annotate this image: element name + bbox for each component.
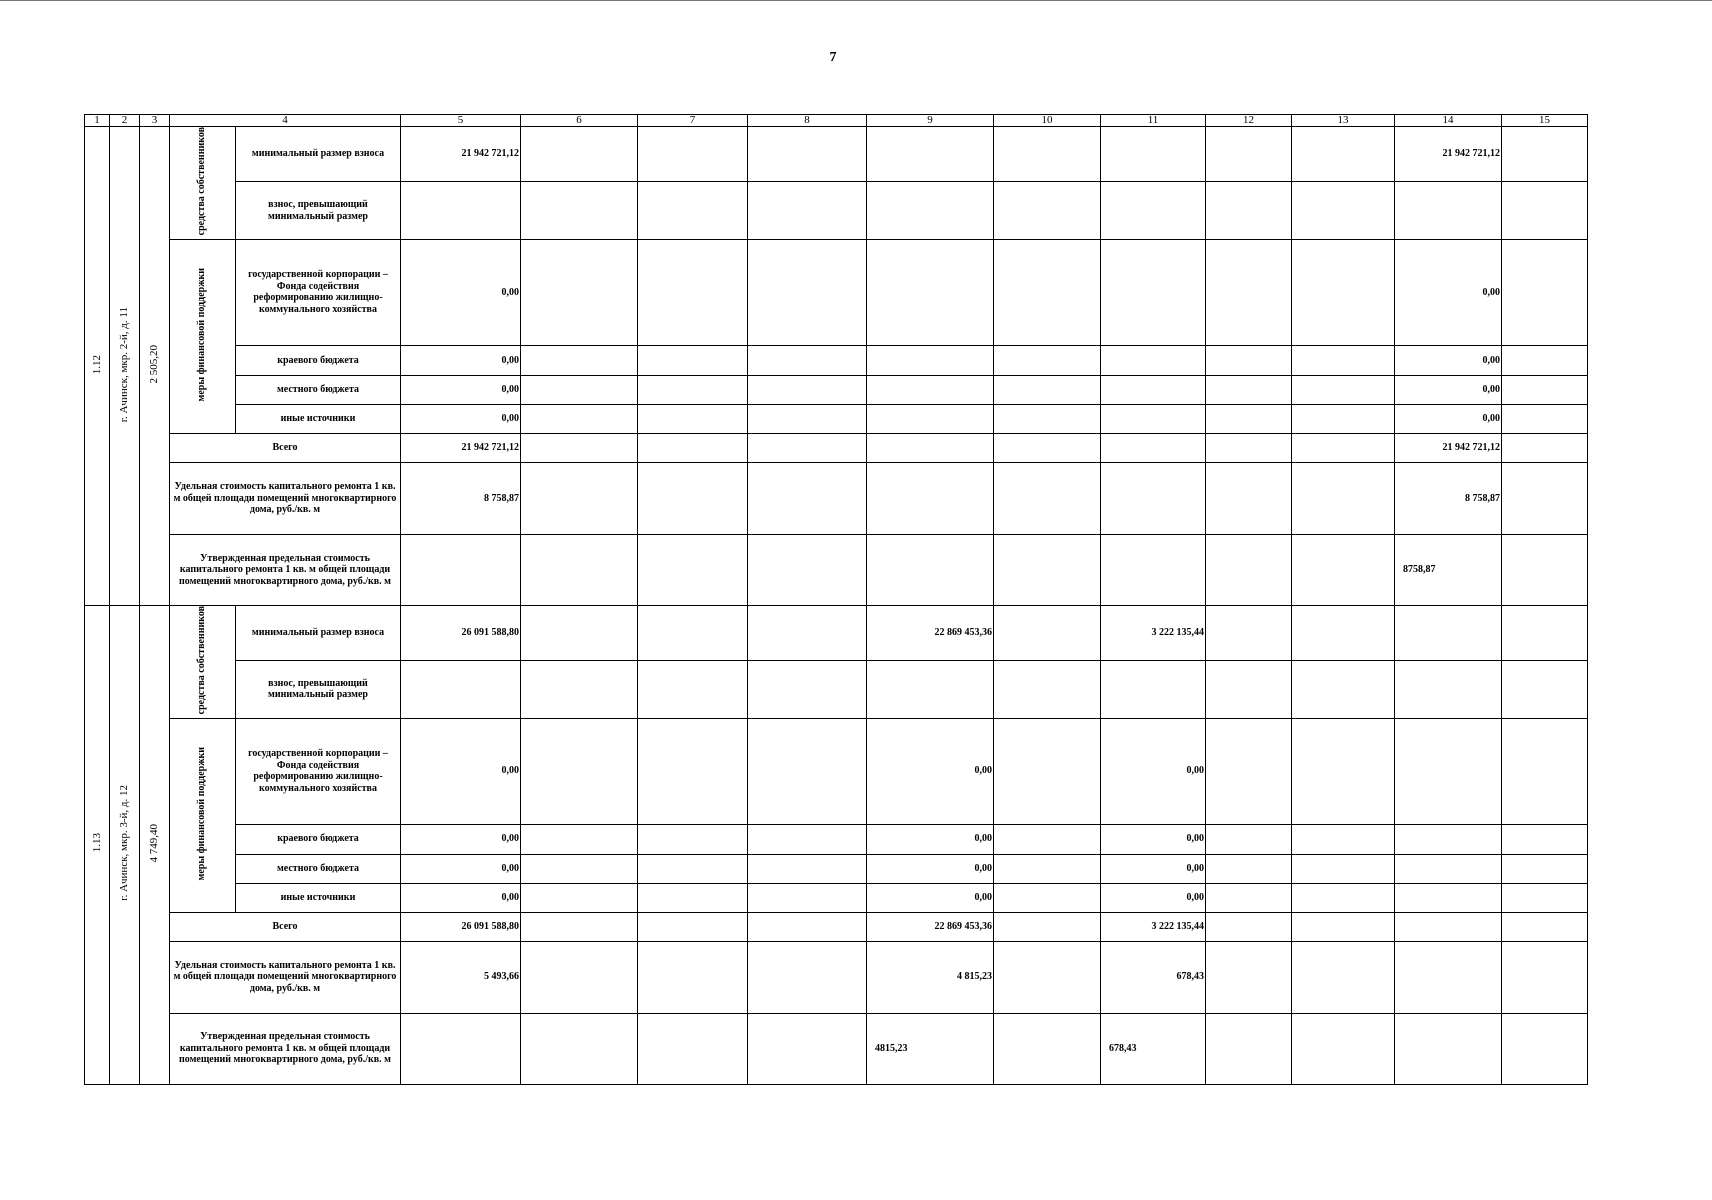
empty-cell <box>521 345 638 375</box>
empty-cell <box>1101 182 1206 240</box>
row-number <box>85 605 110 1084</box>
empty-cell <box>521 433 638 462</box>
empty-cell <box>748 854 867 883</box>
column-header: 14 <box>1395 115 1502 127</box>
row-label: иные источники <box>236 404 401 433</box>
empty-cell <box>1206 718 1292 824</box>
empty-cell <box>638 1013 748 1084</box>
empty-cell <box>1101 661 1206 719</box>
empty-cell <box>1206 127 1292 182</box>
value-cell: 0,00 <box>401 718 521 824</box>
value-cell: 0,00 <box>401 883 521 912</box>
row-label: местного бюджета <box>236 854 401 883</box>
table-row <box>85 661 1588 719</box>
empty-cell <box>1502 605 1588 660</box>
empty-cell <box>1395 661 1502 719</box>
empty-cell <box>1206 824 1292 854</box>
empty-cell <box>521 941 638 1013</box>
empty-cell <box>521 883 638 912</box>
column-header: 5 <box>401 115 521 127</box>
empty-cell <box>521 824 638 854</box>
value-cell: 22 869 453,36 <box>867 912 994 941</box>
row-label: иные источники <box>236 883 401 912</box>
empty-cell <box>1502 182 1588 240</box>
row-label: взнос, превышающий минимальный размер <box>236 182 401 240</box>
empty-cell <box>638 433 748 462</box>
empty-cell <box>1206 1013 1292 1084</box>
empty-cell <box>994 182 1101 240</box>
row-number <box>85 127 110 606</box>
value-cell: 0,00 <box>1101 883 1206 912</box>
empty-cell <box>1206 404 1292 433</box>
empty-cell <box>748 661 867 719</box>
empty-cell <box>521 462 638 534</box>
table-row <box>85 182 1588 240</box>
empty-cell <box>1502 661 1588 719</box>
table-row <box>85 534 1588 605</box>
total-area <box>140 127 170 606</box>
empty-cell <box>521 127 638 182</box>
empty-cell <box>521 404 638 433</box>
empty-cell <box>994 718 1101 824</box>
empty-cell <box>638 718 748 824</box>
empty-cell <box>521 854 638 883</box>
address <box>110 127 140 606</box>
empty-cell <box>521 718 638 824</box>
value-cell: 8 758,87 <box>401 462 521 534</box>
value-cell <box>1395 605 1502 660</box>
value-cell: 21 942 721,12 <box>1395 127 1502 182</box>
value-cell: 4815,23 <box>867 1013 994 1084</box>
table-row <box>85 718 1588 824</box>
empty-cell <box>748 912 867 941</box>
empty-cell <box>401 182 521 240</box>
page-number: 7 <box>829 50 837 65</box>
empty-cell <box>1502 941 1588 1013</box>
empty-cell <box>521 661 638 719</box>
value-cell: 21 942 721,12 <box>401 433 521 462</box>
table-row <box>85 345 1588 375</box>
empty-cell <box>638 345 748 375</box>
empty-cell <box>748 239 867 345</box>
value-cell: 0,00 <box>1101 718 1206 824</box>
empty-cell <box>1206 912 1292 941</box>
empty-cell <box>638 239 748 345</box>
column-header: 2 <box>110 115 140 127</box>
total-label: Всего <box>170 912 401 941</box>
empty-cell <box>401 534 521 605</box>
empty-cell <box>638 375 748 404</box>
value-cell <box>1395 824 1502 854</box>
column-header: 12 <box>1206 115 1292 127</box>
empty-cell <box>1502 404 1588 433</box>
empty-cell <box>994 912 1101 941</box>
column-header: 9 <box>867 115 994 127</box>
value-cell <box>1101 375 1206 404</box>
empty-cell <box>638 462 748 534</box>
empty-cell <box>1292 534 1395 605</box>
value-cell: 0,00 <box>1395 404 1502 433</box>
empty-cell <box>1292 345 1395 375</box>
value-cell <box>1395 912 1502 941</box>
table-row <box>85 605 1588 660</box>
empty-cell <box>638 854 748 883</box>
value-cell: 0,00 <box>401 854 521 883</box>
table-row <box>85 1013 1588 1084</box>
value-cell <box>867 345 994 375</box>
value-cell <box>1101 239 1206 345</box>
row-label: минимальный размер взноса <box>236 127 401 182</box>
column-header: 1 <box>85 115 110 127</box>
empty-cell <box>1502 375 1588 404</box>
column-header: 11 <box>1101 115 1206 127</box>
empty-cell <box>994 661 1101 719</box>
empty-cell <box>1502 345 1588 375</box>
column-number-row <box>85 115 1588 127</box>
value-cell: 0,00 <box>401 239 521 345</box>
empty-cell <box>867 661 994 719</box>
empty-cell <box>1292 912 1395 941</box>
empty-cell <box>748 883 867 912</box>
empty-cell <box>521 375 638 404</box>
value-cell: 26 091 588,80 <box>401 605 521 660</box>
value-cell: 21 942 721,12 <box>1395 433 1502 462</box>
value-cell: 0,00 <box>867 824 994 854</box>
empty-cell <box>994 127 1101 182</box>
empty-cell <box>1502 462 1588 534</box>
empty-cell <box>748 345 867 375</box>
empty-cell <box>994 404 1101 433</box>
empty-cell <box>1206 375 1292 404</box>
column-header: 10 <box>994 115 1101 127</box>
column-header: 4 <box>170 115 401 127</box>
empty-cell <box>748 433 867 462</box>
empty-cell <box>1292 883 1395 912</box>
empty-cell <box>994 605 1101 660</box>
empty-cell <box>521 605 638 660</box>
empty-cell <box>1206 433 1292 462</box>
value-cell <box>867 375 994 404</box>
empty-cell <box>994 462 1101 534</box>
empty-cell <box>1292 1013 1395 1084</box>
empty-cell <box>748 718 867 824</box>
value-cell <box>1395 941 1502 1013</box>
column-header: 6 <box>521 115 638 127</box>
table-row <box>85 854 1588 883</box>
empty-cell <box>1502 127 1588 182</box>
empty-cell <box>638 182 748 240</box>
approved-cost-label: Утвержденная предельная стоимость капитального ремонта 1 кв. м общей площади помещений многоквартирного дома, руб./кв. м <box>170 534 401 605</box>
value-cell <box>867 127 994 182</box>
empty-cell <box>1206 941 1292 1013</box>
total-area <box>140 605 170 1084</box>
empty-cell <box>1206 182 1292 240</box>
value-cell: 0,00 <box>401 345 521 375</box>
row-label: государственной корпорации – Фонда содействия реформированию жилищно-коммунального хозяйства <box>236 239 401 345</box>
empty-cell <box>401 661 521 719</box>
total-label: Всего <box>170 433 401 462</box>
empty-cell <box>638 941 748 1013</box>
value-cell <box>1395 883 1502 912</box>
empty-cell <box>748 941 867 1013</box>
value-cell: 4 815,23 <box>867 941 994 1013</box>
value-cell: 3 222 135,44 <box>1101 912 1206 941</box>
value-cell: 0,00 <box>401 824 521 854</box>
empty-cell <box>638 404 748 433</box>
value-cell <box>1101 127 1206 182</box>
empty-cell <box>748 1013 867 1084</box>
value-cell: 0,00 <box>1395 345 1502 375</box>
empty-cell <box>1206 605 1292 660</box>
empty-cell <box>1395 182 1502 240</box>
empty-cell <box>1206 345 1292 375</box>
value-cell <box>867 433 994 462</box>
row-label: государственной корпорации – Фонда содействия реформированию жилищно-коммунального хозяйства <box>236 718 401 824</box>
empty-cell <box>994 854 1101 883</box>
table-row <box>85 404 1588 433</box>
value-cell: 0,00 <box>1101 824 1206 854</box>
empty-cell <box>1292 661 1395 719</box>
empty-cell <box>748 182 867 240</box>
value-cell: 0,00 <box>867 854 994 883</box>
empty-cell <box>1206 239 1292 345</box>
owners-funds-label-text: средства собственников <box>196 127 208 236</box>
value-cell: 5 493,66 <box>401 941 521 1013</box>
value-cell: 0,00 <box>401 404 521 433</box>
empty-cell <box>1502 824 1588 854</box>
table-row <box>85 462 1588 534</box>
empty-cell <box>1502 239 1588 345</box>
empty-cell <box>994 883 1101 912</box>
column-header: 13 <box>1292 115 1395 127</box>
support-measures-label-text: меры финансовой поддержки <box>196 746 208 881</box>
page-top-edge <box>0 0 1712 1</box>
empty-cell <box>748 404 867 433</box>
empty-cell <box>994 1013 1101 1084</box>
row-label: местного бюджета <box>236 375 401 404</box>
row-label: краевого бюджета <box>236 824 401 854</box>
address <box>110 605 140 1084</box>
empty-cell <box>1206 462 1292 534</box>
value-cell <box>1395 718 1502 824</box>
owners-funds-label <box>170 127 236 240</box>
value-cell: 0,00 <box>867 883 994 912</box>
empty-cell <box>1292 462 1395 534</box>
approved-cost-label: Утвержденная предельная стоимость капитального ремонта 1 кв. м общей площади помещений многоквартирного дома, руб./кв. м <box>170 1013 401 1084</box>
value-cell <box>867 462 994 534</box>
value-cell <box>867 239 994 345</box>
empty-cell <box>1292 854 1395 883</box>
value-cell: 0,00 <box>1101 854 1206 883</box>
empty-cell <box>1292 239 1395 345</box>
capital-repair-table <box>84 114 1588 1085</box>
empty-cell <box>1292 375 1395 404</box>
empty-cell <box>994 824 1101 854</box>
empty-cell <box>521 534 638 605</box>
value-cell: 678,43 <box>1101 941 1206 1013</box>
column-header: 3 <box>140 115 170 127</box>
support-measures-label <box>170 718 236 912</box>
address-text: г. Ачинск, мкр. 2-й, д. 11 <box>118 306 131 422</box>
empty-cell <box>1292 182 1395 240</box>
empty-cell <box>638 127 748 182</box>
value-cell: 26 091 588,80 <box>401 912 521 941</box>
address-text: г. Ачинск, мкр. 3-й, д. 12 <box>118 785 131 901</box>
table-row <box>85 433 1588 462</box>
empty-cell <box>1206 534 1292 605</box>
empty-cell <box>638 912 748 941</box>
table-row <box>85 824 1588 854</box>
row-label: краевого бюджета <box>236 345 401 375</box>
value-cell <box>1101 404 1206 433</box>
table-row <box>85 883 1588 912</box>
unit-cost-label: Удельная стоимость капитального ремонта 1 кв. м общей площади помещений многоквартирного дома, руб./кв. м <box>170 941 401 1013</box>
column-header: 15 <box>1502 115 1588 127</box>
empty-cell <box>994 345 1101 375</box>
empty-cell <box>1502 718 1588 824</box>
value-cell <box>1101 345 1206 375</box>
empty-cell <box>748 462 867 534</box>
empty-cell <box>1292 605 1395 660</box>
column-header: 7 <box>638 115 748 127</box>
value-cell: 0,00 <box>1395 375 1502 404</box>
empty-cell <box>1292 718 1395 824</box>
empty-cell <box>1292 824 1395 854</box>
empty-cell <box>1292 433 1395 462</box>
column-header: 8 <box>748 115 867 127</box>
value-cell: 0,00 <box>401 375 521 404</box>
value-cell: 8758,87 <box>1395 534 1502 605</box>
table-row <box>85 375 1588 404</box>
support-measures-label-text: меры финансовой поддержки <box>196 267 208 402</box>
empty-cell <box>1502 912 1588 941</box>
value-cell <box>1101 433 1206 462</box>
value-cell <box>1101 534 1206 605</box>
empty-cell <box>1502 433 1588 462</box>
empty-cell <box>638 534 748 605</box>
owners-funds-label-text: средства собственников <box>196 605 208 715</box>
table-row <box>85 127 1588 182</box>
empty-cell <box>1292 404 1395 433</box>
empty-cell <box>638 824 748 854</box>
row-label: взнос, превышающий минимальный размер <box>236 661 401 719</box>
table-row <box>85 912 1588 941</box>
table-row <box>85 941 1588 1013</box>
value-cell <box>867 534 994 605</box>
empty-cell <box>994 433 1101 462</box>
empty-cell <box>638 883 748 912</box>
empty-cell <box>994 534 1101 605</box>
value-cell: 21 942 721,12 <box>401 127 521 182</box>
owners-funds-label <box>170 605 236 718</box>
empty-cell <box>1502 883 1588 912</box>
row-number-text: 1.12 <box>90 354 103 374</box>
value-cell: 0,00 <box>1395 239 1502 345</box>
empty-cell <box>1206 883 1292 912</box>
empty-cell <box>748 127 867 182</box>
value-cell <box>1395 854 1502 883</box>
empty-cell <box>521 912 638 941</box>
unit-cost-label: Удельная стоимость капитального ремонта 1 кв. м общей площади помещений многоквартирного дома, руб./кв. м <box>170 462 401 534</box>
empty-cell <box>1502 1013 1588 1084</box>
value-cell: 8 758,87 <box>1395 462 1502 534</box>
value-cell <box>1101 462 1206 534</box>
value-cell: 3 222 135,44 <box>1101 605 1206 660</box>
empty-cell <box>1292 127 1395 182</box>
value-cell <box>1395 1013 1502 1084</box>
table-row <box>85 239 1588 345</box>
empty-cell <box>521 239 638 345</box>
empty-cell <box>867 182 994 240</box>
row-label: минимальный размер взноса <box>236 605 401 660</box>
value-cell: 22 869 453,36 <box>867 605 994 660</box>
empty-cell <box>748 534 867 605</box>
value-cell <box>867 404 994 433</box>
empty-cell <box>994 239 1101 345</box>
empty-cell <box>748 824 867 854</box>
empty-cell <box>1206 854 1292 883</box>
empty-cell <box>1292 941 1395 1013</box>
empty-cell <box>748 375 867 404</box>
empty-cell <box>994 375 1101 404</box>
total-area-text: 2 505,20 <box>148 344 161 384</box>
empty-cell <box>1502 534 1588 605</box>
empty-cell <box>638 605 748 660</box>
total-area-text: 4 749,40 <box>148 823 161 863</box>
value-cell: 0,00 <box>867 718 994 824</box>
empty-cell <box>638 661 748 719</box>
empty-cell <box>1502 854 1588 883</box>
value-cell: 678,43 <box>1101 1013 1206 1084</box>
support-measures-label <box>170 239 236 433</box>
empty-cell <box>748 605 867 660</box>
row-number-text: 1.13 <box>90 833 103 853</box>
empty-cell <box>521 182 638 240</box>
empty-cell <box>401 1013 521 1084</box>
empty-cell <box>994 941 1101 1013</box>
empty-cell <box>521 1013 638 1084</box>
empty-cell <box>1206 661 1292 719</box>
